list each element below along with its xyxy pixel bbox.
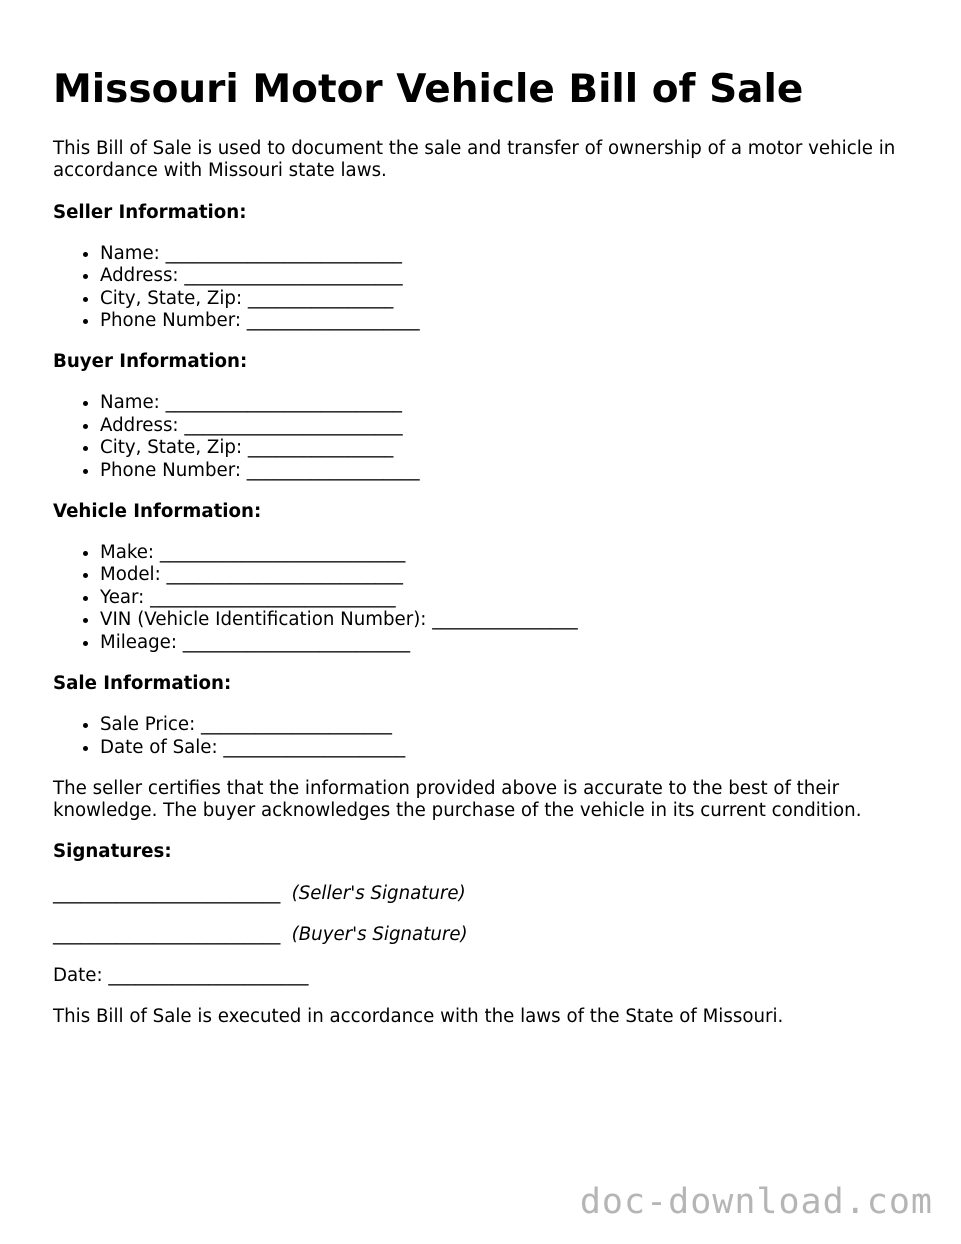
- document-title: Missouri Motor Vehicle Bill of Sale: [53, 67, 804, 112]
- seller-city-state-zip-field: • City, State, Zip: ________________: [100, 288, 923, 310]
- seller-section-heading: Seller Information:: [53, 201, 247, 223]
- sale-price-field: • Sale Price: _____________________: [100, 714, 923, 736]
- watermark-text: doc-download.com: [579, 1182, 933, 1222]
- buyer-name-field: • Name: __________________________: [100, 392, 923, 414]
- seller-signature-row: [53, 883, 923, 905]
- seller-fields-list: [53, 243, 923, 333]
- signature-date-field: Date: ______________________: [53, 964, 309, 986]
- document-body: [53, 138, 923, 1047]
- signatures-section-heading: Signatures:: [53, 841, 172, 863]
- vehicle-fields-list: [53, 542, 923, 654]
- buyer-section-heading: Buyer Information:: [53, 351, 248, 373]
- seller-address-field: • Address: ________________________: [100, 265, 923, 287]
- buyer-signature-line: _________________________: [53, 923, 281, 945]
- sale-fields-list: [53, 714, 923, 759]
- vehicle-year-field: • Year: ___________________________: [100, 587, 923, 609]
- seller-signature-line: _________________________: [53, 882, 281, 904]
- vehicle-make-field: • Make: ___________________________: [100, 542, 923, 564]
- seller-signature-caption: (Seller's Signature): [291, 882, 466, 904]
- buyer-signature-caption: (Buyer's Signature): [291, 923, 468, 945]
- vehicle-mileage-field: • Mileage: _________________________: [100, 632, 923, 654]
- buyer-signature-row: [53, 924, 923, 946]
- vehicle-section-heading: Vehicle Information:: [53, 500, 262, 522]
- sale-section-heading: Sale Information:: [53, 672, 232, 694]
- closing-paragraph: This Bill of Sale is executed in accordance with the laws of the State of Missouri.: [53, 1006, 784, 1028]
- buyer-address-field: • Address: ________________________: [100, 415, 923, 437]
- seller-phone-field: • Phone Number: ___________________: [100, 310, 923, 332]
- vehicle-vin-field: • VIN (Vehicle Identification Number): ________________: [100, 609, 923, 631]
- seller-name-field: • Name: __________________________: [100, 243, 923, 265]
- buyer-city-state-zip-field: • City, State, Zip: ________________: [100, 437, 923, 459]
- buyer-phone-field: • Phone Number: ___________________: [100, 460, 923, 482]
- vehicle-model-field: • Model: __________________________: [100, 564, 923, 586]
- sale-date-field: • Date of Sale: ____________________: [100, 737, 923, 759]
- buyer-fields-list: [53, 392, 923, 482]
- intro-paragraph: This Bill of Sale is used to document the sale and transfer of ownership of a motor vehicle in accordance with Missouri state laws.: [53, 138, 896, 182]
- certification-paragraph: The seller certifies that the information provided above is accurate to the best of their knowledge. The buyer acknowledges the purchase of the vehicle in its current condition.: [53, 777, 862, 822]
